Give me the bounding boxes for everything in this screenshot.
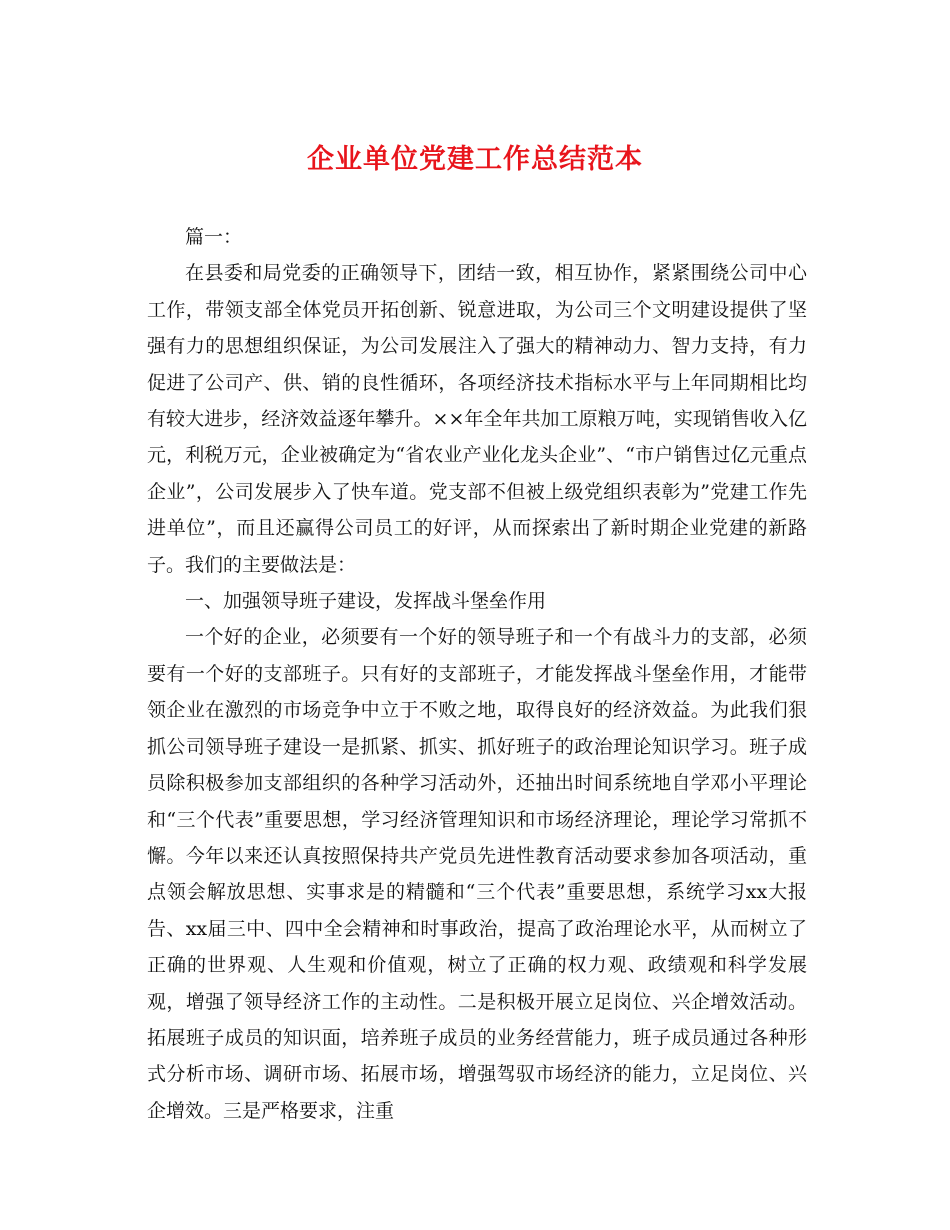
paragraph-intro: 在县委和局党委的正确领导下，团结一致，相互协作，紧紧围绕公司中心工作，带领支部全体党员开拓创新、锐意进取，为公司三个文明建设提供了坚强有力的思想组织保证，为公司发展注入了强大的精神动力、智力支持，有力促进了公司产、供、销的良性循环，各项经济技术指标水平与上年同期相比均有较大进步，经济效益逐年攀升。××年全年共加工原粮万吨，实现销售收入亿元，利税万元，企业被确定为“省农业产业化龙头企业”、“市户销售过亿元重点企业”，公司发展步入了快车道。党支部不但被上级党组织表彰为”党建工作先进单位”，而且还赢得公司员工的好评，从而探索出了新时期企业党建的新路子。我们的主要做法是： xyxy=(147,262,807,576)
paragraph-label: 篇一： xyxy=(185,226,243,248)
document-title: 企业单位党建工作总结范本 xyxy=(307,144,643,175)
paragraph-section-one: 一个好的企业，必须要有一个好的领导班子和一个有战斗力的支部，必须要有一个好的支部班子。只有好的支部班子，才能发挥战斗堡垒作用，才能带领企业在激烈的市场竞争中立于不败之地，取得良好的经济效益。为此我们狠抓公司领导班子建设一是抓紧、抓实、抓好班子的政治理论知识学习。班子成员除积极参加支部组织的各种学习活动外，还抽出时间系统地自学邓小平理论和“三个代表”重要思想，学习经济管理知识和市场经济理论，理论学习常抓不懈。今年以来还认真按照保持共产党员先进性教育活动要求参加各项活动，重点领会解放思想、实事求是的精髓和“三个代表”重要思想，系统学习xx大报告、xx届三中、四中全会精神和时事政治，提高了政治理论水平，从而树立了正确的世界观、人生观和价值观，树立了正确的权力观、政绩观和科学发展观，增强了领导经济工作的主动性。二是积极开展立足岗位、兴企增效活动。拓展班子成员的知识面，培养班子成员的业务经营能力，班子成员通过各种形式分析市场、调研市场、拓展市场，增强驾驭市场经济的能力，立足岗位、兴企增效。三是严格要求，注重 xyxy=(147,626,807,1122)
section-heading: 一、加强领导班子建设，发挥战斗堡垒作用 xyxy=(185,590,547,613)
document-body xyxy=(147,219,807,1129)
